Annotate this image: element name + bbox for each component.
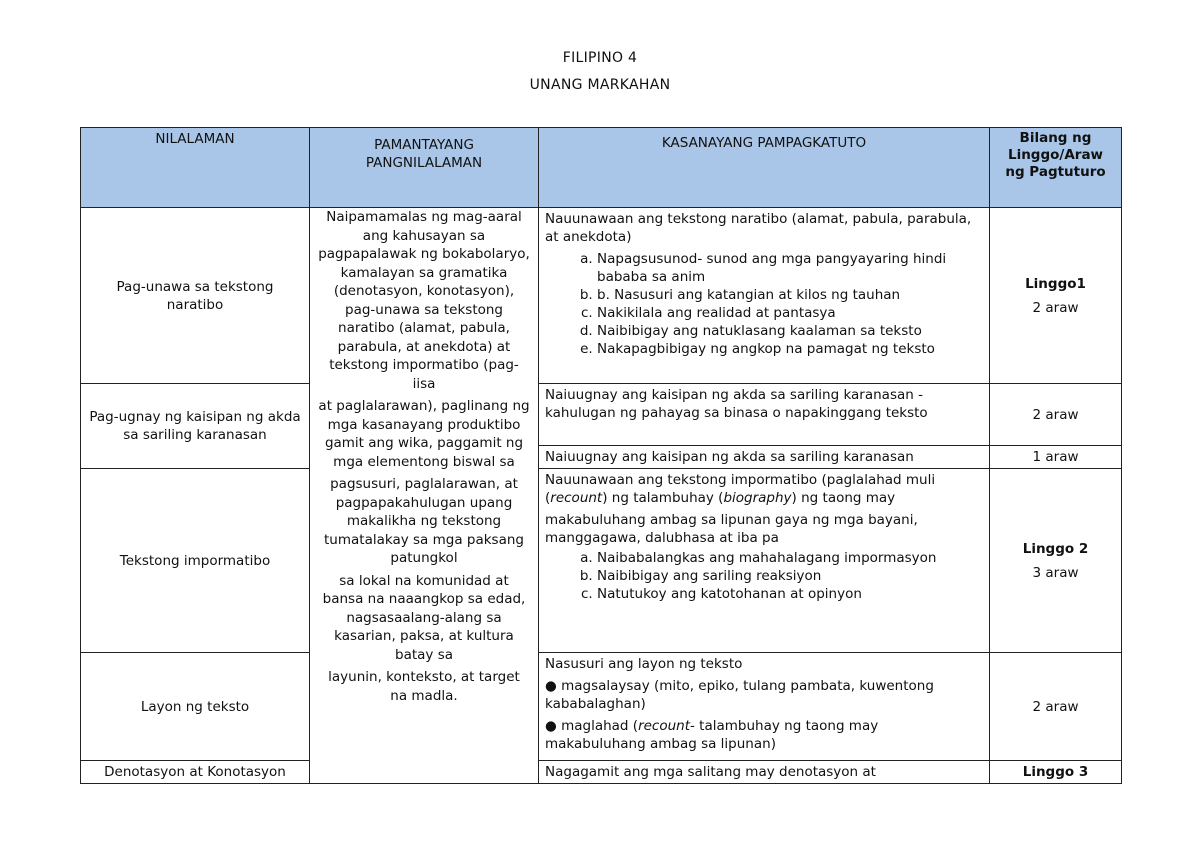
col-header-bilang: Bilang ng Linggo/Araw ng Pagtuturo [990, 128, 1122, 208]
araw-label: 3 araw [1032, 564, 1079, 581]
bilang-cell: Linggo 3 [990, 761, 1122, 784]
kasanayan-cell [539, 653, 990, 761]
kasanayan-cell: Nagagamit ang mga salitang may denotasyon at [539, 761, 990, 784]
col-header-nilalaman: NILALAMAN [81, 128, 310, 208]
col-header-pamantayan [310, 128, 539, 208]
nilalaman-cell: Pag-unawa sa tekstong naratibo [81, 208, 310, 384]
bullet-icon: ● [545, 678, 557, 694]
linggo-label: Linggo1 [1025, 275, 1086, 292]
nilalaman-cell: Pag-ugnay ng kaisipan ng akda sa sariling karanasan [81, 384, 310, 469]
col-header-kasanayan: KASANAYANG PAMPAGKATUTO [539, 128, 990, 208]
table-row [81, 384, 1122, 446]
bilang-cell [990, 208, 1122, 384]
araw-label: 2 araw [1032, 299, 1079, 316]
bullet-item: ● magsalaysay (mito, epiko, tulang pambata, kuwentong kababalaghan) [545, 678, 934, 712]
kasanayan-cell: Naiuugnay ang kaisipan ng akda sa sariling karanasan -kahulugan ng pahayag sa binasa o napakinggang teksto [539, 384, 990, 446]
bilang-cell: 1 araw [990, 446, 1122, 469]
pamantayan-text: pagsusuri, paglalarawan, at pagpapakahulugan upang makalikha ng tekstong tumatalakay sa mga paksang patungkol [324, 476, 524, 566]
kasanayan-cell [539, 208, 990, 384]
nilalaman-cell: Denotasyon at Konotasyon [81, 761, 310, 784]
table-row [81, 208, 1122, 384]
nilalaman-cell: Tekstong impormatibo [81, 469, 310, 653]
list-item: b. b. Nasusuri ang katangian at kilos ng tauhan [597, 286, 983, 304]
nilalaman-cell: Layon ng teksto [81, 653, 310, 761]
curriculum-table [80, 127, 1122, 784]
bullet-icon: ● [545, 718, 557, 734]
list-item: c. Natutukoy ang katotohanan at opinyon [597, 585, 983, 603]
subject-title: FILIPINO 4 [562, 50, 638, 66]
table-row [81, 761, 1122, 784]
kasanayan-list [545, 549, 983, 603]
kasanayan-intro: Nauunawaan ang tekstong impormatibo (paglalahad muli (recount) ng talambuhay (biography) ng taong may [545, 472, 936, 506]
list-item: e. Nakapagbibigay ng angkop na pamagat ng teksto [597, 340, 983, 358]
list-item: b. Naibibigay ang sariling reaksiyon [597, 567, 983, 585]
pamantayan-text: layunin, konteksto, at target na madla. [328, 669, 520, 704]
bilang-cell [990, 469, 1122, 653]
col-header-pamantayan-label: PAMANTAYANG PANGNILALAMAN [365, 137, 483, 171]
kasanayan-cell: Naiuugnay ang kaisipan ng akda sa sariling karanasan [539, 446, 990, 469]
list-item: c. Nakikilala ang realidad at pantasya [597, 304, 983, 322]
kasanayan-intro: Nauunawaan ang tekstong naratibo (alamat, pabula, parabula, at anekdota) [545, 211, 972, 245]
bilang-cell: 2 araw [990, 384, 1122, 446]
list-item: a. Naibabalangkas ang mahahalagang impormasyon [597, 549, 983, 567]
kasanayan-intro-2: makabuluhang ambag sa lipunan gaya ng mga bayani, manggagawa, dalubhasa at iba pa [545, 512, 918, 546]
list-item: a. Napagsusunod- sunod ang mga pangyayaring hindi bababa sa anim [597, 250, 983, 286]
pamantayan-cell [310, 208, 539, 784]
table-header-row [81, 128, 1122, 208]
kasanayan-list [545, 250, 983, 358]
table-row [81, 469, 1122, 653]
pamantayan-text: at paglalarawan), paglinang ng mga kasanayang produktibo gamit ang wika, paggamit ng mga elementong biswal sa [318, 398, 530, 470]
quarter-title: UNANG MARKAHAN [529, 77, 671, 93]
table-row [81, 653, 1122, 761]
list-item: d. Naibibigay ang natuklasang kaalaman sa teksto [597, 322, 983, 340]
bilang-cell: 2 araw [990, 653, 1122, 761]
pamantayan-text: Naipamamalas ng mag-aaral ang kahusayan sa pagpapalawak ng bokabolaryo, kamalayan sa gramatika (denotasyon, konotasyon), pag-unawa sa tekstong naratibo (alamat, pabula, parabula, at anekdota) at tekstong impormatibo (pag-iisa [318, 209, 530, 392]
kasanayan-intro: Nasusuri ang layon ng teksto [545, 656, 743, 672]
kasanayan-cell [539, 469, 990, 653]
linggo-label: Linggo 2 [1022, 540, 1089, 557]
bullet-item: ● maglahad (recount- talambuhay ng taong may makabuluhang ambag sa lipunan) [545, 718, 879, 752]
pamantayan-text: sa lokal na komunidad at bansa na naaangkop sa edad, nagsasaalang-alang sa kasarian, paksa, at kultura batay sa [322, 572, 526, 663]
